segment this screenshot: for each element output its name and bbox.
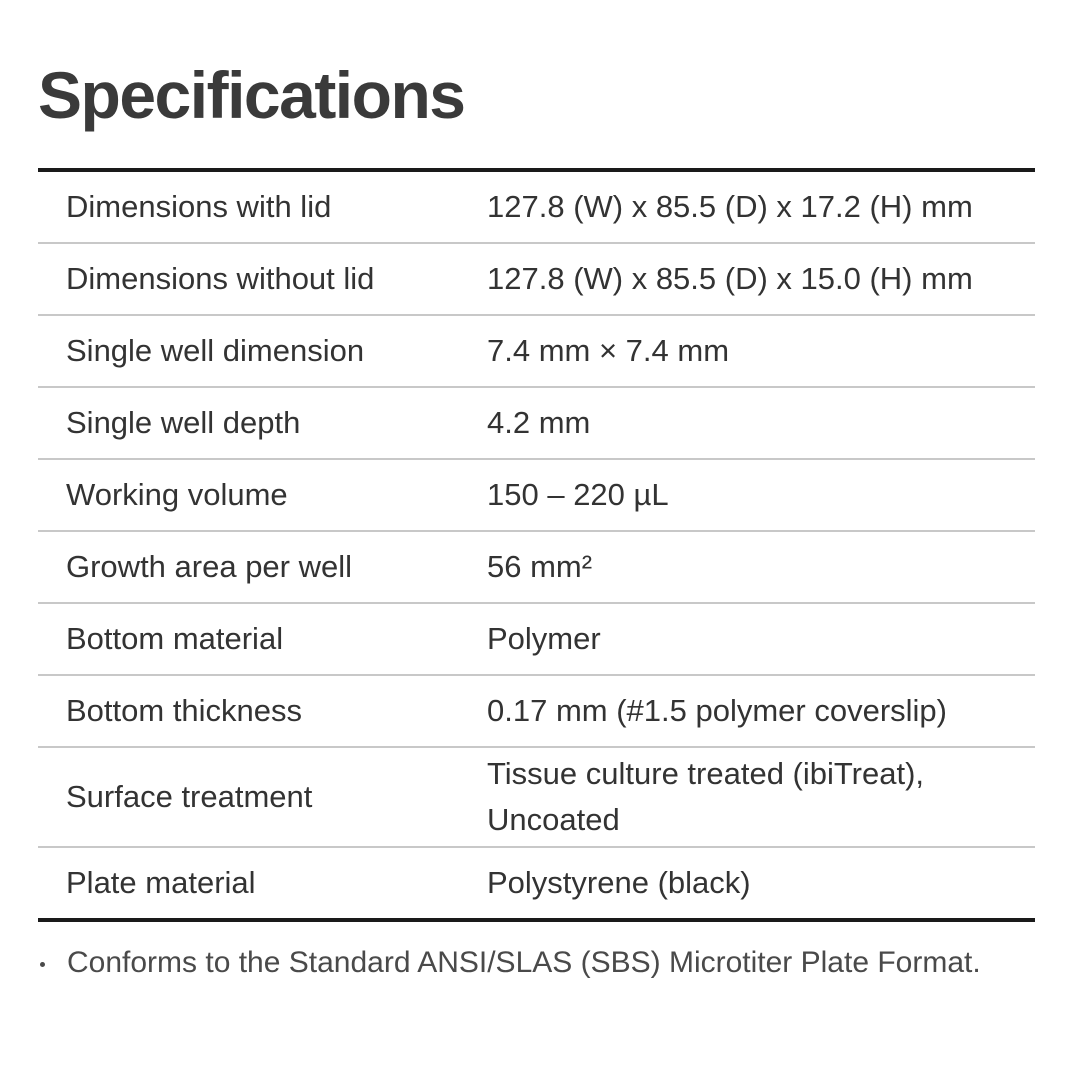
footnote-text: Conforms to the Standard ANSI/SLAS (SBS) Microtiter Plate Format. bbox=[67, 946, 981, 979]
spec-label: Dimensions with lid bbox=[66, 189, 332, 224]
spec-label: Single well dimension bbox=[66, 333, 365, 368]
spec-value-line: Uncoated bbox=[487, 802, 620, 837]
spec-value-line: Tissue culture treated (ibiTreat), bbox=[487, 756, 925, 791]
spec-value: Polystyrene (black) bbox=[487, 865, 751, 900]
specifications-table bbox=[38, 168, 1035, 922]
spec-label: Working volume bbox=[66, 477, 288, 512]
spec-label: Growth area per well bbox=[66, 549, 353, 584]
spec-value: 0.17 mm (#1.5 polymer coverslip) bbox=[487, 693, 947, 728]
table-row bbox=[38, 675, 1035, 747]
table-row bbox=[38, 243, 1035, 315]
spec-value bbox=[487, 747, 1035, 847]
spec-value: 7.4 mm × 7.4 mm bbox=[487, 333, 730, 368]
table-row bbox=[38, 315, 1035, 387]
spec-label: Surface treatment bbox=[66, 779, 313, 814]
spec-value: 127.8 (W) x 85.5 (D) x 17.2 (H) mm bbox=[487, 189, 973, 224]
spec-label: Single well depth bbox=[66, 405, 301, 440]
page-title: Specifications bbox=[38, 58, 465, 132]
table-row bbox=[38, 603, 1035, 675]
bullet-icon bbox=[40, 962, 45, 967]
spec-label: Dimensions without lid bbox=[66, 261, 375, 296]
footnote bbox=[40, 946, 981, 980]
spec-value: 56 mm² bbox=[487, 549, 593, 584]
table-row bbox=[38, 531, 1035, 603]
spec-value: 127.8 (W) x 85.5 (D) x 15.0 (H) mm bbox=[487, 261, 973, 296]
table-row bbox=[38, 387, 1035, 459]
spec-label: Plate material bbox=[66, 865, 256, 900]
spec-label: Bottom thickness bbox=[66, 693, 303, 728]
table-row bbox=[38, 747, 1035, 847]
table-row bbox=[38, 459, 1035, 531]
table-row bbox=[38, 170, 1035, 243]
table-row bbox=[38, 847, 1035, 920]
spec-value: Polymer bbox=[487, 621, 601, 656]
spec-value: 4.2 mm bbox=[487, 405, 591, 440]
spec-label: Bottom material bbox=[66, 621, 284, 656]
spec-value: 150 – 220 µL bbox=[487, 477, 669, 512]
